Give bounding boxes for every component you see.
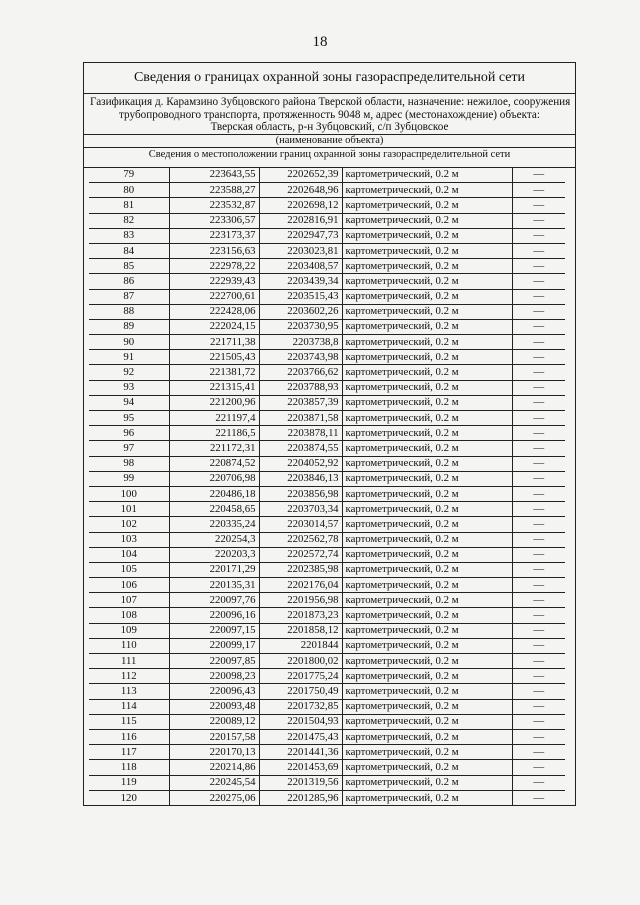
table-row (89, 183, 565, 198)
method-accuracy-cell: картометрический, 0.2 м (342, 365, 512, 380)
note-dash-cell: — (512, 486, 565, 501)
table-row (89, 426, 565, 441)
note-dash-cell: — (512, 547, 565, 562)
coordinate-y-cell: 2201775,24 (259, 669, 342, 684)
method-accuracy-cell: картометрический, 0.2 м (342, 699, 512, 714)
point-number-cell: 100 (89, 486, 169, 501)
coordinate-x-cell: 223643,55 (169, 168, 259, 183)
coordinate-y-cell: 2203856,98 (259, 486, 342, 501)
point-number-cell: 94 (89, 395, 169, 410)
table-row (89, 228, 565, 243)
coordinate-x-cell: 220096,43 (169, 684, 259, 699)
point-number-cell: 116 (89, 729, 169, 744)
table-row (89, 243, 565, 258)
coordinate-x-cell: 221711,38 (169, 335, 259, 350)
coordinate-y-cell: 2203874,55 (259, 441, 342, 456)
table-row (89, 608, 565, 623)
note-dash-cell: — (512, 304, 565, 319)
table-row (89, 654, 565, 669)
table-row (89, 745, 565, 760)
coordinate-y-cell: 2202562,78 (259, 532, 342, 547)
method-accuracy-cell: картометрический, 0.2 м (342, 790, 512, 805)
coordinates-table (89, 168, 565, 806)
coordinate-x-cell: 220097,76 (169, 593, 259, 608)
coordinate-y-cell: 2201504,93 (259, 714, 342, 729)
method-accuracy-cell: картометрический, 0.2 м (342, 638, 512, 653)
table-row (89, 259, 565, 274)
coordinate-y-cell: 2201800,02 (259, 654, 342, 669)
coordinate-x-cell: 221505,43 (169, 350, 259, 365)
point-number-cell: 118 (89, 760, 169, 775)
note-dash-cell: — (512, 395, 565, 410)
point-number-cell: 120 (89, 790, 169, 805)
table-row (89, 699, 565, 714)
coordinate-x-cell: 223173,37 (169, 228, 259, 243)
point-number-cell: 96 (89, 426, 169, 441)
note-dash-cell: — (512, 714, 565, 729)
method-accuracy-cell: картометрический, 0.2 м (342, 517, 512, 532)
coordinate-x-cell: 221197,4 (169, 411, 259, 426)
point-number-cell: 102 (89, 517, 169, 532)
point-number-cell: 104 (89, 547, 169, 562)
document-title: Сведения о границах охранной зоны газораспределительной сети (84, 63, 575, 94)
coordinate-x-cell: 223306,57 (169, 213, 259, 228)
coordinate-y-cell: 2203766,62 (259, 365, 342, 380)
coordinate-x-cell: 220874,52 (169, 456, 259, 471)
method-accuracy-cell: картометрический, 0.2 м (342, 669, 512, 684)
note-dash-cell: — (512, 532, 565, 547)
coordinate-y-cell: 2201844 (259, 638, 342, 653)
point-number-cell: 81 (89, 198, 169, 213)
coordinate-y-cell: 2202648,96 (259, 183, 342, 198)
coordinate-x-cell: 220486,18 (169, 486, 259, 501)
coordinate-y-cell: 2201732,85 (259, 699, 342, 714)
note-dash-cell: — (512, 684, 565, 699)
point-number-cell: 86 (89, 274, 169, 289)
coordinate-y-cell: 2202652,39 (259, 168, 342, 183)
point-number-cell: 83 (89, 228, 169, 243)
point-number-cell: 87 (89, 289, 169, 304)
point-number-cell: 113 (89, 684, 169, 699)
point-number-cell: 119 (89, 775, 169, 790)
table-row (89, 350, 565, 365)
coordinate-x-cell: 220706,98 (169, 471, 259, 486)
coordinate-y-cell: 2202816,91 (259, 213, 342, 228)
table-row (89, 729, 565, 744)
table-row (89, 714, 565, 729)
method-accuracy-cell: картометрический, 0.2 м (342, 729, 512, 744)
coordinate-x-cell: 223532,87 (169, 198, 259, 213)
method-accuracy-cell: картометрический, 0.2 м (342, 502, 512, 517)
section-header: Сведения о местоположении границ охранной зоны газораспределительной сети (84, 148, 575, 168)
coordinate-x-cell: 222978,22 (169, 259, 259, 274)
point-number-cell: 106 (89, 578, 169, 593)
coordinate-y-cell: 2203846,13 (259, 471, 342, 486)
table-row (89, 365, 565, 380)
point-number-cell: 112 (89, 669, 169, 684)
method-accuracy-cell: картометрический, 0.2 м (342, 304, 512, 319)
table-row (89, 274, 565, 289)
table-row (89, 562, 565, 577)
method-accuracy-cell: картометрический, 0.2 м (342, 456, 512, 471)
note-dash-cell: — (512, 289, 565, 304)
coordinate-y-cell: 2202385,98 (259, 562, 342, 577)
note-dash-cell: — (512, 243, 565, 258)
table-row (89, 517, 565, 532)
method-accuracy-cell: картометрический, 0.2 м (342, 426, 512, 441)
coordinate-x-cell: 220171,29 (169, 562, 259, 577)
method-accuracy-cell: картометрический, 0.2 м (342, 593, 512, 608)
note-dash-cell: — (512, 593, 565, 608)
point-number-cell: 107 (89, 593, 169, 608)
point-number-cell: 95 (89, 411, 169, 426)
coordinate-x-cell: 222700,61 (169, 289, 259, 304)
coordinate-x-cell: 220096,16 (169, 608, 259, 623)
coordinate-x-cell: 222939,43 (169, 274, 259, 289)
point-number-cell: 109 (89, 623, 169, 638)
table-row (89, 289, 565, 304)
coordinate-x-cell: 220093,48 (169, 699, 259, 714)
note-dash-cell: — (512, 638, 565, 653)
method-accuracy-cell: картометрический, 0.2 м (342, 198, 512, 213)
coordinate-y-cell: 2201285,96 (259, 790, 342, 805)
method-accuracy-cell: картометрический, 0.2 м (342, 183, 512, 198)
coordinate-y-cell: 2201956,98 (259, 593, 342, 608)
method-accuracy-cell: картометрический, 0.2 м (342, 259, 512, 274)
note-dash-cell: — (512, 562, 565, 577)
coordinate-y-cell: 2203871,58 (259, 411, 342, 426)
point-number-cell: 91 (89, 350, 169, 365)
table-row (89, 593, 565, 608)
point-number-cell: 79 (89, 168, 169, 183)
note-dash-cell: — (512, 168, 565, 183)
table-row (89, 760, 565, 775)
object-description-line: Газификация д. Карамзино Зубцовского района Тверской области, назначение: нежилое, сооружения (90, 96, 571, 108)
method-accuracy-cell: картометрический, 0.2 м (342, 532, 512, 547)
table-row (89, 213, 565, 228)
coordinate-x-cell: 220254,3 (169, 532, 259, 547)
method-accuracy-cell: картометрический, 0.2 м (342, 380, 512, 395)
table-row (89, 486, 565, 501)
point-number-cell: 98 (89, 456, 169, 471)
table-row (89, 775, 565, 790)
table-row (89, 456, 565, 471)
method-accuracy-cell: картометрический, 0.2 м (342, 228, 512, 243)
method-accuracy-cell: картометрический, 0.2 м (342, 411, 512, 426)
note-dash-cell: — (512, 380, 565, 395)
coordinate-x-cell: 220097,85 (169, 654, 259, 669)
page-number: 18 (312, 34, 328, 50)
coordinate-x-cell: 220214,86 (169, 760, 259, 775)
point-number-cell: 80 (89, 183, 169, 198)
method-accuracy-cell: картометрический, 0.2 м (342, 623, 512, 638)
note-dash-cell: — (512, 790, 565, 805)
point-number-cell: 85 (89, 259, 169, 274)
coordinate-y-cell: 2201441,36 (259, 745, 342, 760)
table-row (89, 684, 565, 699)
table-row (89, 319, 565, 334)
object-description (84, 94, 575, 135)
coordinate-x-cell: 222428,06 (169, 304, 259, 319)
point-number-cell: 92 (89, 365, 169, 380)
table-row (89, 532, 565, 547)
coordinate-x-cell: 222024,15 (169, 319, 259, 334)
point-number-cell: 115 (89, 714, 169, 729)
method-accuracy-cell: картометрический, 0.2 м (342, 243, 512, 258)
method-accuracy-cell: картометрический, 0.2 м (342, 486, 512, 501)
coordinate-y-cell: 2203408,57 (259, 259, 342, 274)
object-caption: (наименование объекта) (84, 135, 575, 148)
note-dash-cell: — (512, 502, 565, 517)
coordinate-y-cell: 2203014,57 (259, 517, 342, 532)
point-number-cell: 110 (89, 638, 169, 653)
coordinate-y-cell: 2201873,23 (259, 608, 342, 623)
coordinate-x-cell: 220170,13 (169, 745, 259, 760)
note-dash-cell: — (512, 213, 565, 228)
coordinate-x-cell: 221200,96 (169, 395, 259, 410)
table-row (89, 168, 565, 183)
note-dash-cell: — (512, 441, 565, 456)
note-dash-cell: — (512, 335, 565, 350)
coordinate-x-cell: 221381,72 (169, 365, 259, 380)
method-accuracy-cell: картометрический, 0.2 м (342, 608, 512, 623)
coordinate-y-cell: 2201750,49 (259, 684, 342, 699)
method-accuracy-cell: картометрический, 0.2 м (342, 562, 512, 577)
table-row (89, 380, 565, 395)
note-dash-cell: — (512, 426, 565, 441)
table-row (89, 790, 565, 805)
coordinate-x-cell: 220097,15 (169, 623, 259, 638)
table-row (89, 471, 565, 486)
note-dash-cell: — (512, 350, 565, 365)
point-number-cell: 117 (89, 745, 169, 760)
coordinate-x-cell: 223156,63 (169, 243, 259, 258)
method-accuracy-cell: картометрический, 0.2 м (342, 714, 512, 729)
method-accuracy-cell: картометрический, 0.2 м (342, 213, 512, 228)
coordinate-x-cell: 220275,06 (169, 790, 259, 805)
coordinate-x-cell: 220099,17 (169, 638, 259, 653)
method-accuracy-cell: картометрический, 0.2 м (342, 168, 512, 183)
note-dash-cell: — (512, 729, 565, 744)
coordinate-x-cell: 220135,31 (169, 578, 259, 593)
method-accuracy-cell: картометрический, 0.2 м (342, 395, 512, 410)
point-number-cell: 105 (89, 562, 169, 577)
coordinate-x-cell: 221186,5 (169, 426, 259, 441)
method-accuracy-cell: картометрический, 0.2 м (342, 684, 512, 699)
coordinate-y-cell: 2201453,69 (259, 760, 342, 775)
method-accuracy-cell: картометрический, 0.2 м (342, 745, 512, 760)
table-row (89, 623, 565, 638)
coordinate-y-cell: 2201319,56 (259, 775, 342, 790)
coordinate-y-cell: 2203743,98 (259, 350, 342, 365)
note-dash-cell: — (512, 456, 565, 471)
coordinate-y-cell: 2203439,34 (259, 274, 342, 289)
method-accuracy-cell: картометрический, 0.2 м (342, 471, 512, 486)
table-row (89, 395, 565, 410)
method-accuracy-cell: картометрический, 0.2 м (342, 578, 512, 593)
coordinate-x-cell: 221172,31 (169, 441, 259, 456)
coordinate-y-cell: 2202176,04 (259, 578, 342, 593)
coordinate-y-cell: 2201475,43 (259, 729, 342, 744)
coordinate-x-cell: 221315,41 (169, 380, 259, 395)
coordinate-x-cell: 220335,24 (169, 517, 259, 532)
note-dash-cell: — (512, 319, 565, 334)
coordinate-x-cell: 220245,54 (169, 775, 259, 790)
point-number-cell: 93 (89, 380, 169, 395)
point-number-cell: 88 (89, 304, 169, 319)
table-row (89, 335, 565, 350)
coordinate-x-cell: 220089,12 (169, 714, 259, 729)
note-dash-cell: — (512, 775, 565, 790)
point-number-cell: 114 (89, 699, 169, 714)
note-dash-cell: — (512, 578, 565, 593)
coordinate-y-cell: 2201858,12 (259, 623, 342, 638)
note-dash-cell: — (512, 699, 565, 714)
method-accuracy-cell: картометрический, 0.2 м (342, 441, 512, 456)
note-dash-cell: — (512, 365, 565, 380)
point-number-cell: 90 (89, 335, 169, 350)
method-accuracy-cell: картометрический, 0.2 м (342, 274, 512, 289)
point-number-cell: 108 (89, 608, 169, 623)
point-number-cell: 111 (89, 654, 169, 669)
point-number-cell: 89 (89, 319, 169, 334)
coordinate-y-cell: 2203738,8 (259, 335, 342, 350)
table-row (89, 304, 565, 319)
object-description-line: Тверская область, р-н Зубцовский, с/п Зубцовское (210, 121, 449, 133)
note-dash-cell: — (512, 623, 565, 638)
method-accuracy-cell: картометрический, 0.2 м (342, 760, 512, 775)
note-dash-cell: — (512, 608, 565, 623)
note-dash-cell: — (512, 669, 565, 684)
note-dash-cell: — (512, 228, 565, 243)
method-accuracy-cell: картометрический, 0.2 м (342, 775, 512, 790)
point-number-cell: 99 (89, 471, 169, 486)
method-accuracy-cell: картометрический, 0.2 м (342, 547, 512, 562)
point-number-cell: 97 (89, 441, 169, 456)
coordinate-y-cell: 2203023,81 (259, 243, 342, 258)
coordinate-x-cell: 220458,65 (169, 502, 259, 517)
coordinate-x-cell: 223588,27 (169, 183, 259, 198)
table-row (89, 669, 565, 684)
note-dash-cell: — (512, 274, 565, 289)
coordinate-y-cell: 2202698,12 (259, 198, 342, 213)
point-number-cell: 101 (89, 502, 169, 517)
table-row (89, 441, 565, 456)
note-dash-cell: — (512, 183, 565, 198)
note-dash-cell: — (512, 198, 565, 213)
object-description-line: трубопроводного транспорта, протяженность 9048 м, адрес (местонахождение) объекта: (119, 108, 540, 121)
table-row (89, 411, 565, 426)
coordinate-y-cell: 2203788,93 (259, 380, 342, 395)
note-dash-cell: — (512, 517, 565, 532)
method-accuracy-cell: картометрический, 0.2 м (342, 654, 512, 669)
point-number-cell: 103 (89, 532, 169, 547)
note-dash-cell: — (512, 411, 565, 426)
note-dash-cell: — (512, 471, 565, 486)
table-row (89, 578, 565, 593)
method-accuracy-cell: картометрический, 0.2 м (342, 335, 512, 350)
method-accuracy-cell: картометрический, 0.2 м (342, 289, 512, 304)
table-row (89, 502, 565, 517)
table-row (89, 198, 565, 213)
coordinate-y-cell: 2203730,95 (259, 319, 342, 334)
table-row (89, 547, 565, 562)
table-row (89, 638, 565, 653)
coordinate-x-cell: 220098,23 (169, 669, 259, 684)
note-dash-cell: — (512, 745, 565, 760)
document-frame (83, 62, 576, 806)
coordinate-y-cell: 2203878,11 (259, 426, 342, 441)
coordinate-y-cell: 2202947,73 (259, 228, 342, 243)
point-number-cell: 84 (89, 243, 169, 258)
point-number-cell: 82 (89, 213, 169, 228)
coordinate-y-cell: 2203703,34 (259, 502, 342, 517)
coordinate-y-cell: 2202572,74 (259, 547, 342, 562)
coordinate-x-cell: 220157,58 (169, 729, 259, 744)
coordinate-y-cell: 2204052,92 (259, 456, 342, 471)
method-accuracy-cell: картометрический, 0.2 м (342, 350, 512, 365)
coordinate-x-cell: 220203,3 (169, 547, 259, 562)
note-dash-cell: — (512, 760, 565, 775)
note-dash-cell: — (512, 654, 565, 669)
method-accuracy-cell: картометрический, 0.2 м (342, 319, 512, 334)
coordinate-y-cell: 2203602,26 (259, 304, 342, 319)
coordinate-y-cell: 2203515,43 (259, 289, 342, 304)
coordinate-y-cell: 2203857,39 (259, 395, 342, 410)
note-dash-cell: — (512, 259, 565, 274)
